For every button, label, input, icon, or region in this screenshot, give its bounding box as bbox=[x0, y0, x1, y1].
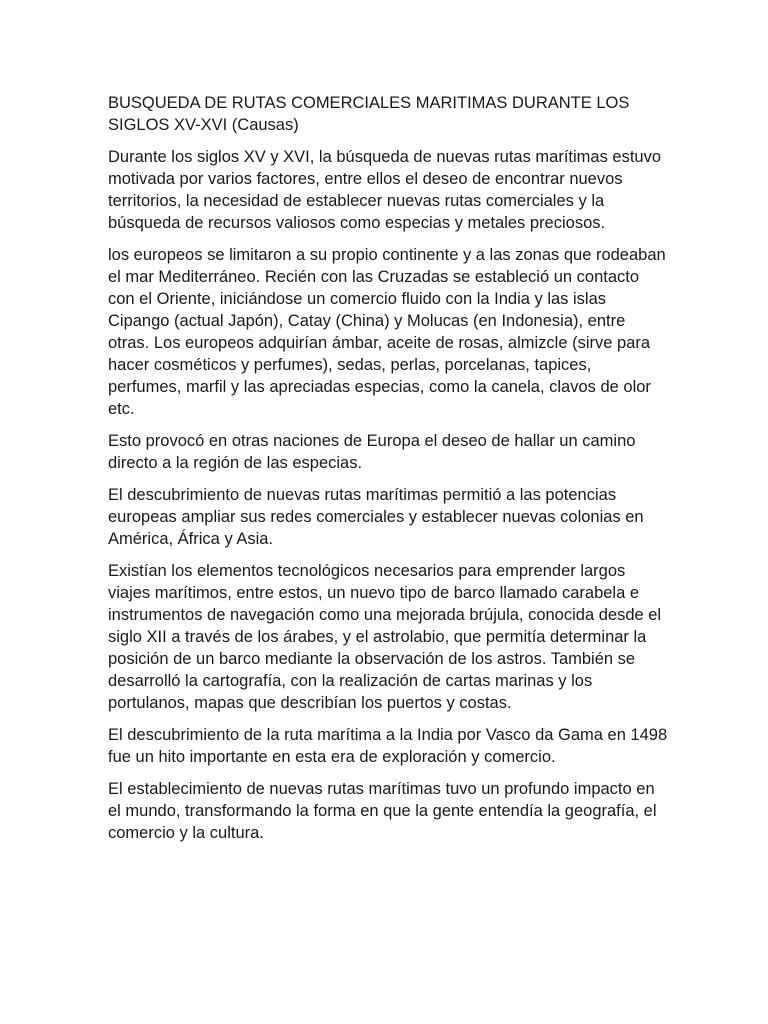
paragraph-3: Esto provocó en otras naciones de Europa el deseo de hallar un camino directo a la región de las especias. bbox=[108, 432, 636, 472]
document-page bbox=[108, 92, 668, 854]
paragraph-1: Durante los siglos XV y XVI, la búsqueda de nuevas rutas marítimas estuvo motivada por varios factores, entre ellos el deseo de encontrar nuevos territorios, la necesidad de establecer nuevas rutas comerciales y la búsqueda de recursos valiosos como especias y metales preciosos. bbox=[108, 148, 662, 232]
paragraph-4: El descubrimiento de nuevas rutas marítimas permitió a las potencias europeas ampliar sus redes comerciales y establecer nuevas colonias en América, África y Asia. bbox=[108, 486, 644, 548]
paragraph-2: los europeos se limitaron a su propio continente y a las zonas que rodeaban el mar Mediterráneo. Recién con las Cruzadas se estableció un contacto con el Oriente, iniciándose un comercio fluido con la India y las islas Cipango (actual Japón), Catay (China) y Molucas (en Indonesia), entre otras. Los europeos adquirían ámbar, aceite de rosas, almizcle (sirve para hacer cosméticos y perfumes), sedas, perlas, porcelanas, tapices, perfumes, marfil y las apreciadas especias, como la canela, clavos de olor etc. bbox=[108, 246, 666, 418]
document-title: BUSQUEDA DE RUTAS COMERCIALES MARITIMAS DURANTE LOS SIGLOS XV-XVI (Causas) bbox=[108, 94, 630, 134]
paragraph-5: Existían los elementos tecnológicos necesarios para emprender largos viajes marítimos, entre estos, un nuevo tipo de barco llamado carabela e instrumentos de navegación como una mejorada brújula, conocida desde el siglo XII a través de los árabes, y el astrolabio, que permitía determinar la posición de un barco mediante la observación de los astros. También se desarrolló la cartografía, con la realización de cartas marinas y los portulanos, mapas que describían los puertos y costas. bbox=[108, 562, 662, 712]
paragraph-7: El establecimiento de nuevas rutas marítimas tuvo un profundo impacto en el mundo, transformando la forma en que la gente entendía la geografía, el comercio y la cultura. bbox=[108, 780, 657, 842]
paragraph-6: El descubrimiento de la ruta marítima a la India por Vasco da Gama en 1498 fue un hito importante en esta era de exploración y comercio. bbox=[108, 726, 668, 766]
